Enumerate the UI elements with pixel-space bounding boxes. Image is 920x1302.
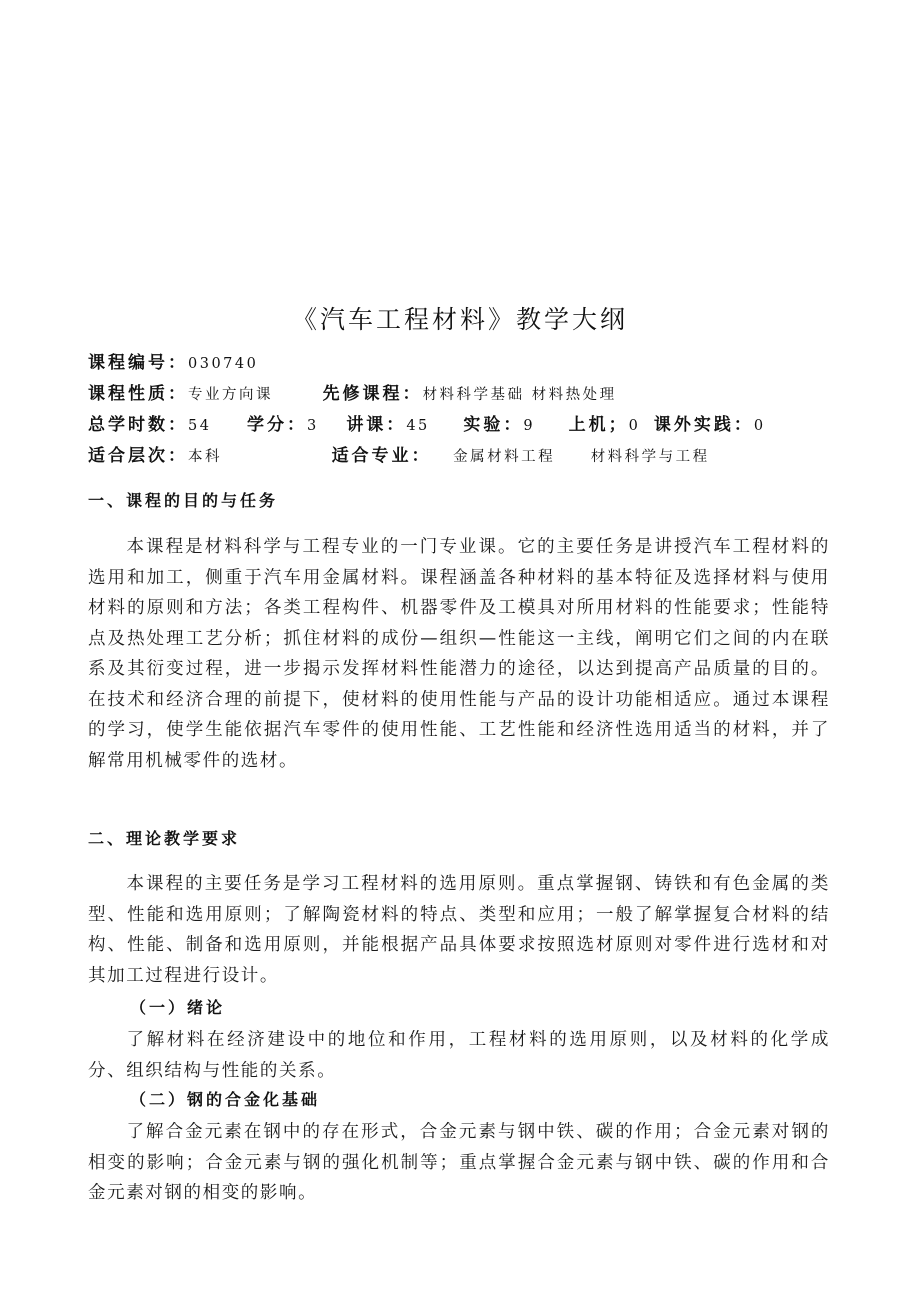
total-hours-label: 总学时数： (88, 415, 188, 435)
course-nature-label: 课程性质： (88, 384, 188, 404)
practice-value: 0 (753, 418, 766, 434)
subsection-1-body: 了解材料在经济建设中的地位和作用，工程材料的选用原则，以及材料的化学成分、组织结构与性能的关系。 (88, 1030, 830, 1081)
computer-value: 0 (628, 418, 641, 434)
subsection-2-heading: （二）钢的合金化基础 (130, 1090, 321, 1109)
prereq-value: 材料科学基础 材料热处理 (422, 387, 617, 403)
total-hours-value: 54 (188, 418, 212, 434)
lab-value: 9 (523, 418, 536, 434)
credit-label: 学分： (247, 415, 308, 435)
computer-label: 上机； (568, 415, 629, 435)
course-nature-row (88, 381, 617, 407)
lecture-label: 讲课： (346, 415, 407, 435)
section-1-body: 本课程是材料科学与工程专业的一门专业课。它的主要任务是讲授汽车工程材料的选用和加工，侧重于汽车用金属材料。课程涵盖各种材料的基本特征及选择材料与使用材料的原则和方法；各类工程构件、机器零件及工模具对所用材料的性能要求；性能特点及热处理工艺分析；抓住材料的成份—组织—性能这一主线，阐明它们之间的内在联系及其衍变过程，进一步揭示发挥材料性能潜力的途径，以达到提高产品质量的目的。在技术和经济合理的前提下，使材料的使用性能与产品的设计功能相适应。通过本课程的学习，使学生能依据汽车零件的使用性能、工艺性能和经济性选用适当的材料，并了解常用机械零件的选材。 (88, 537, 830, 771)
major-value-1: 金属材料工程 (453, 449, 556, 465)
level-value: 本科 (188, 449, 222, 465)
level-label: 适合层次： (88, 446, 188, 466)
section-2-heading: 二、理论教学要求 (88, 829, 241, 848)
section-1-heading: 一、课程的目的与任务 (88, 491, 279, 510)
section-2-body: 本课程的主要任务是学习工程材料的选用原则。重点掌握钢、铸铁和有色金属的类型、性能和选用原则；了解陶瓷材料的特点、类型和应用；一般了解掌握复合材料的结构、性能、制备和选用原则，并能根据产品具体要求按照选材原则对零件进行选材和对其加工过程进行设计。 (88, 874, 830, 986)
level-row (88, 443, 710, 469)
lecture-value: 45 (406, 418, 430, 434)
course-code-label: 课程编号： (88, 353, 188, 373)
subsection-1-heading: （一）绪论 (130, 998, 226, 1017)
hours-row (88, 412, 766, 438)
practice-label: 课外实践： (653, 415, 754, 435)
course-code-value: 030740 (188, 356, 259, 372)
credit-value: 3 (307, 418, 319, 434)
course-code-row (88, 350, 258, 376)
prereq-label: 先修课程： (322, 384, 423, 404)
document-title: 《汽车工程材料》教学大纲 (291, 305, 628, 334)
lab-label: 实验： (463, 415, 524, 435)
subsection-2-body: 了解合金元素在钢中的存在形式，合金元素与钢中铁、碳的作用；合金元素对钢的相变的影响；合金元素与钢的强化机制等；重点掌握合金元素与钢中铁、碳的作用和合金元素对钢的相变的影响。 (88, 1122, 830, 1203)
major-value-2: 材料科学与工程 (590, 449, 710, 465)
course-nature-value: 专业方向课 (188, 387, 273, 403)
major-label: 适合专业： (331, 446, 432, 466)
